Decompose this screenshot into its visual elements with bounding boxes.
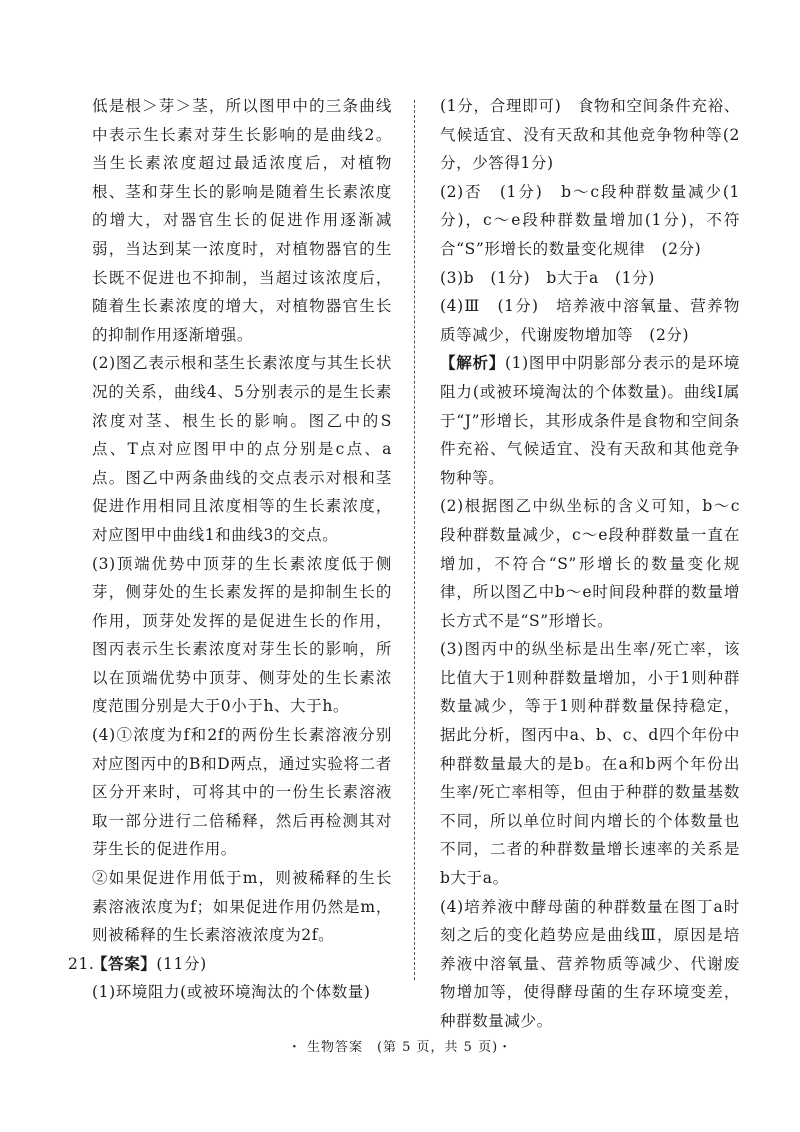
- question-score: (11分): [156, 954, 207, 973]
- left-column: [68, 92, 392, 1007]
- answer-label: 【答案】: [92, 953, 157, 973]
- analysis-part-4: (4)培养液中酵母菌的种群数量在图丁a时刻之后的变化趋势应是曲线Ⅲ，原因是培养液中溶氧量、营养物质等减少、代谢废物增加等，使得酵母菌的生存环境变差，种群数量减少。: [440, 897, 740, 1030]
- paragraph-experiment-result: ②如果促进作用低于m，则被稀释的生长素溶液浓度为f；如果促进作用仍然是m，则被稀释的生长素溶液浓度为2f。: [92, 869, 392, 945]
- right-column: [440, 92, 740, 1036]
- answer-part-1-continued: (1分，合理即可) 食物和空间条件充裕、气候适宜、没有天敌和其他竞争物种等(2分，少答得1分): [440, 97, 740, 173]
- question-number: 21.: [68, 954, 95, 973]
- paragraph-figure-b: (2)图乙表示根和茎生长素浓度与其生长状况的关系，曲线4、5分别表示的是生长素浓度对茎、根生长的影响。图乙中的S点、T点对应图甲中的点分别是c点、a点。图乙中两条曲线的交点表示对根和茎促进作用相同且浓度相等的生长素浓度，对应图甲中曲线1和曲线3的交点。: [92, 354, 392, 544]
- analysis-part-1-text: (1)图甲中阴影部分表示的是环境阻力(或被环境淘汰的个体数量)。曲线Ⅰ属于“J”形增长，其形成条件是食物和空间条件充裕、气候适宜、没有天敌和其他竞争物种等。: [440, 354, 740, 487]
- analysis-part-3: (3)图丙中的纵坐标是出生率/死亡率，该比值大于1则种群数量增加，小于1则种群数量减少，等于1则种群数量保持稳定，据此分析，图丙中a、b、c、d四个年份中种群数量最大的是b。在a和b两个年份出生率/死亡率相等，但由于种群的数量基数不同，所以单位时间内增长的个体数量也不同，二者的种群数量增长速率的关系是b大于a。: [440, 640, 740, 888]
- page-footer: ・ 生物答案 (第 5 页，共 5 页)・: [287, 1040, 513, 1055]
- paragraph-auxin-organs: 低是根＞芽＞茎，所以图甲中的三条曲线中表示生长素对芽生长影响的是曲线2。当生长素浓度超过最适浓度后，对植物根、茎和芽生长的影响是随着生长素浓度的增大，对器官生长的促进作用逐渐减弱，当达到某一浓度时，对植物器官的生长既不促进也不抑制，当超过该浓度后，随着生长素浓度的增大，对植物器官生长的抑制作用逐渐增强。: [92, 97, 392, 344]
- answer-part-1: (1)环境阻力(或被环境淘汰的个体数量): [92, 983, 371, 1002]
- column-divider: [414, 100, 415, 980]
- answer-part-4: (4)Ⅲ (1分) 培养液中溶氧量、营养物质等减少，代谢废物增加等 (2分): [440, 297, 740, 344]
- analysis-part-2: (2)根据图乙中纵坐标的含义可知，b～c段种群数量减少，c～e段种群数量一直在增加，不符合“S”形增长的数量变化规律，所以图乙中b～e时间段种群的数量增长方式不是“S”形增长。: [440, 497, 740, 630]
- answer-part-2: (2)否 (1分) b～c段种群数量减少(1分)，c～e段种群数量增加(1分)，不符合“S”形增长的数量变化规律 (2分): [440, 182, 740, 258]
- analysis-label: 【解析】: [440, 353, 505, 373]
- question-21-heading: [68, 950, 392, 979]
- answer-part-3: (3)b (1分) b大于a (1分): [440, 268, 655, 287]
- paragraph-experiment: (4)①浓度为f和2f的两份生长素溶液分别对应图丙中的B和D两点，通过实验将二者区分开来时，可将其中的一份生长素溶液取一部分进行二倍稀释，然后再检测其对芽生长的促进作用。: [92, 726, 392, 859]
- paragraph-apical-dominance: (3)顶端优势中顶芽的生长素浓度低于侧芽，侧芽处的生长素发挥的是抑制生长的作用，顶芽处发挥的是促进生长的作用，图丙表示生长素浓度对芽生长的影响，所以在顶端优势中顶芽、侧芽处的生长素浓度范围分别是大于0小于h、大于h。: [92, 554, 392, 716]
- analysis-part-1: [440, 349, 740, 492]
